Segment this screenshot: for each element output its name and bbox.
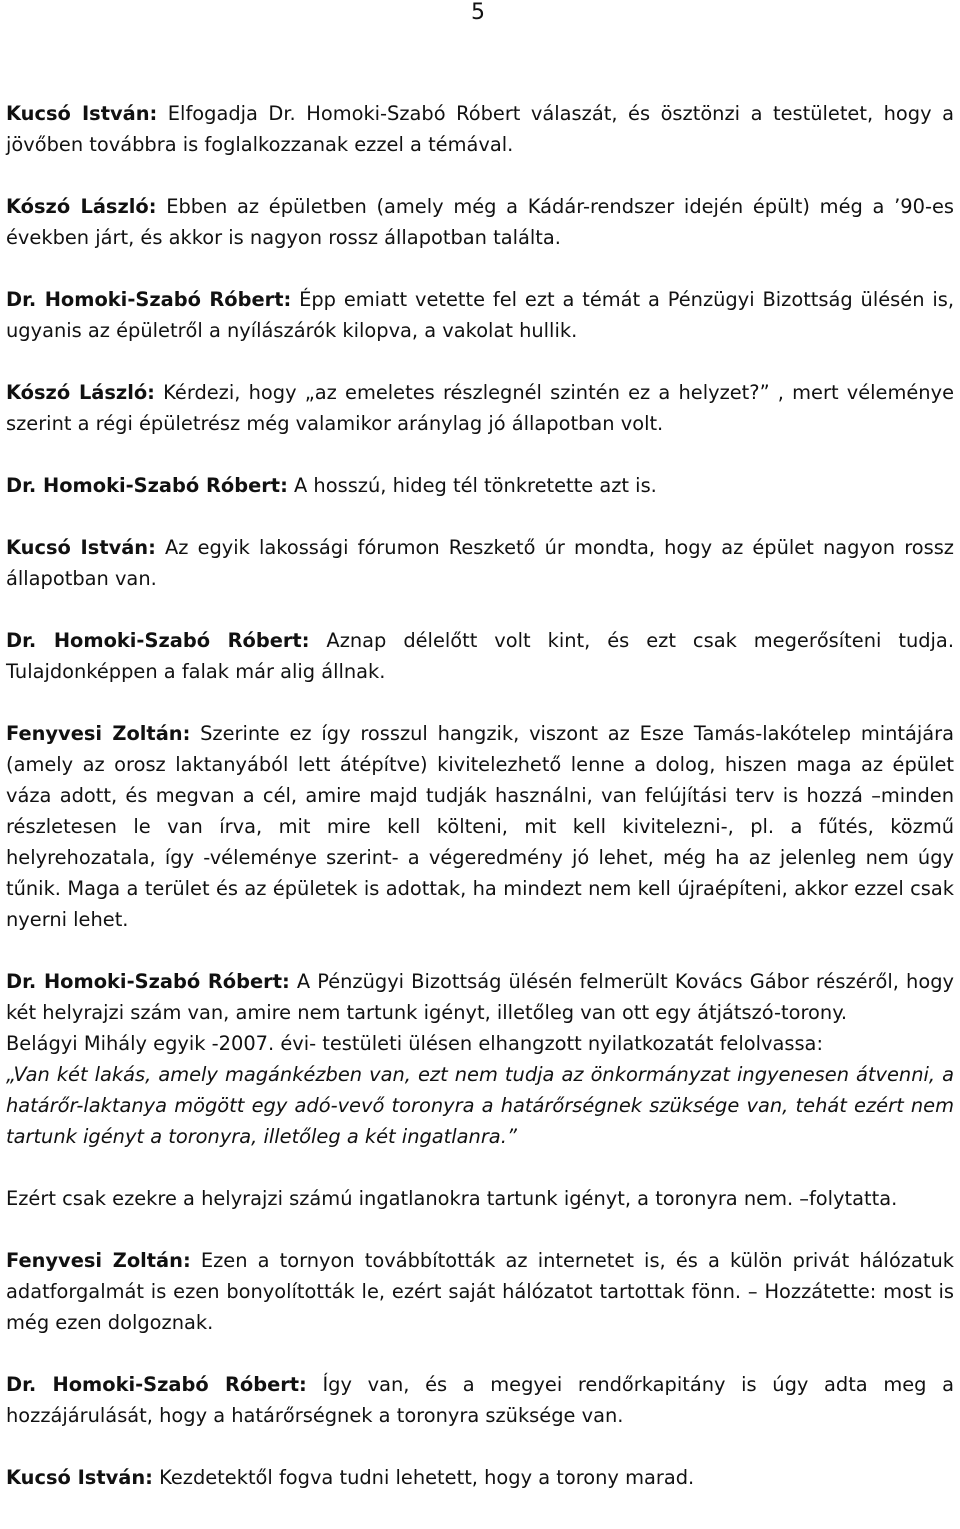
speaker-name: Dr. Homoki-Szabó Róbert: [6, 1373, 307, 1396]
paragraph-continuation: Belágyi Mihály egyik -2007. évi- testületi ülésen elhangzott nyilatkozatát felolvassa: [6, 1032, 823, 1055]
paragraph [6, 98, 954, 160]
speaker-name: Kószó László: [6, 195, 157, 218]
paragraph-text: Ebben az épületben (amely még a Kádár-rendszer idején épült) még a ’90-es években járt, és akkor is nagyon rossz állapotban találta. [6, 195, 954, 249]
paragraph-text: A Pénzügyi Bizottság ülésén felmerült Kovács Gábor részéről, hogy két helyrajzi szám van, amire nem tartunk igényt, illetőleg van ott egy átjátszó-torony. [6, 970, 954, 1024]
speaker-name: Fenyvesi Zoltán: [6, 1249, 191, 1272]
speaker-name: Kucsó István: [6, 102, 158, 125]
paragraph [6, 625, 954, 687]
paragraph-text: Kezdetektől fogva tudni lehetett, hogy a torony marad. [152, 1466, 695, 1489]
paragraph-text: Így van, és a megyei rendőrkapitány is úgy adta meg a hozzájárulását, hogy a határőrségnek a toronyra szüksége van. [6, 1373, 954, 1427]
speaker-name: Dr. Homoki-Szabó Róbert: [6, 629, 310, 652]
speaker-name: Dr. Homoki-Szabó Róbert: [6, 970, 290, 993]
paragraph-text: Elfogadja Dr. Homoki-Szabó Róbert válaszát, és ösztönzi a testületet, hogy a jövőben továbbra is foglalkozzanak ezzel a témával. [6, 102, 954, 156]
paragraph-text: Aznap délelőtt volt kint, és ezt csak megerősíteni tudja. Tulajdonképpen a falak már alig állnak. [6, 629, 954, 683]
paragraph [6, 1462, 954, 1493]
speaker-name: Dr. Homoki-Szabó Róbert: [6, 288, 292, 311]
paragraph-text: Kérdezi, hogy „az emeletes részlegnél szintén ez a helyzet?” , mert véleménye szerint a régi épületrész még valamikor aránylag jó állapotban volt. [6, 381, 954, 435]
page-number: 5 [471, 0, 485, 25]
speaker-name: Kucsó István: [6, 1466, 153, 1489]
paragraph [6, 191, 954, 253]
paragraph [6, 377, 954, 439]
paragraph [6, 470, 954, 501]
paragraph-text: Szerinte ez így rosszul hangzik, viszont az Esze Tamás-lakótelep mintájára (amely az orosz laktanyából lett átépítve) kivitelezhető lenne a dolog, hiszen maga az épület váza adott, és megvan a cél, amire majd tudják használni, van felújítási terv is hozzá –minden részletesen le van írva, mit mire kell költeni, mit kell kivitelezni-, pl. a fűtés, közmű helyrehozatala, így -véleménye szerint- a végeredmény jó lehet, még ha az jelenleg nem úgy tűnik. Maga a terület és az épületek is adottak, ha mindezt nem kell újraépíteni, akkor ezzel csak nyerni lehet. [6, 722, 954, 931]
paragraph-text: Ezen a tornyon továbbították az internetet is, és a külön privát hálózatuk adatforgalmát is ezen bonyolították le, ezért saját hálózatot tartottak fönn. – Hozzátette: most is még ezen dolgoznak. [6, 1249, 954, 1334]
speaker-name: Dr. Homoki-Szabó Róbert: [6, 474, 288, 497]
paragraph-text: Épp emiatt vetette fel ezt a témát a Pénzügyi Bizottság ülésén is, ugyanis az épületről a nyílászárók kilopva, a vakolat hullik. [6, 288, 954, 342]
paragraph [6, 284, 954, 346]
speaker-name: Kucsó István: [6, 536, 156, 559]
paragraph [6, 718, 954, 935]
speaker-name: Fenyvesi Zoltán: [6, 722, 191, 745]
paragraph-text: Az egyik lakossági fórumon Reszkető úr mondta, hogy az épület nagyon rossz állapotban van. [6, 536, 954, 590]
quoted-statement: „Van két lakás, amely magánkézben van, ezt nem tudja az önkormányzat ingyenesen átvenni, a határőr-laktanya mögött egy adó-vevő toronyra a határőrségnek szüksége van, tehát ezért nem tartunk igényt a toronyra, illetőleg a két ingatlanra.” [6, 1063, 954, 1148]
paragraph [6, 966, 954, 1152]
document-body [6, 98, 954, 1493]
paragraph [6, 532, 954, 594]
paragraph [6, 1369, 954, 1431]
speaker-name: Kószó László: [6, 381, 155, 404]
paragraph [6, 1183, 954, 1214]
paragraph [6, 1245, 954, 1338]
paragraph-text: A hosszú, hideg tél tönkretette azt is. [287, 474, 657, 497]
paragraph-text: Ezért csak ezekre a helyrajzi számú ingatlanokra tartunk igényt, a toronyra nem. –folytatta. [6, 1187, 898, 1210]
